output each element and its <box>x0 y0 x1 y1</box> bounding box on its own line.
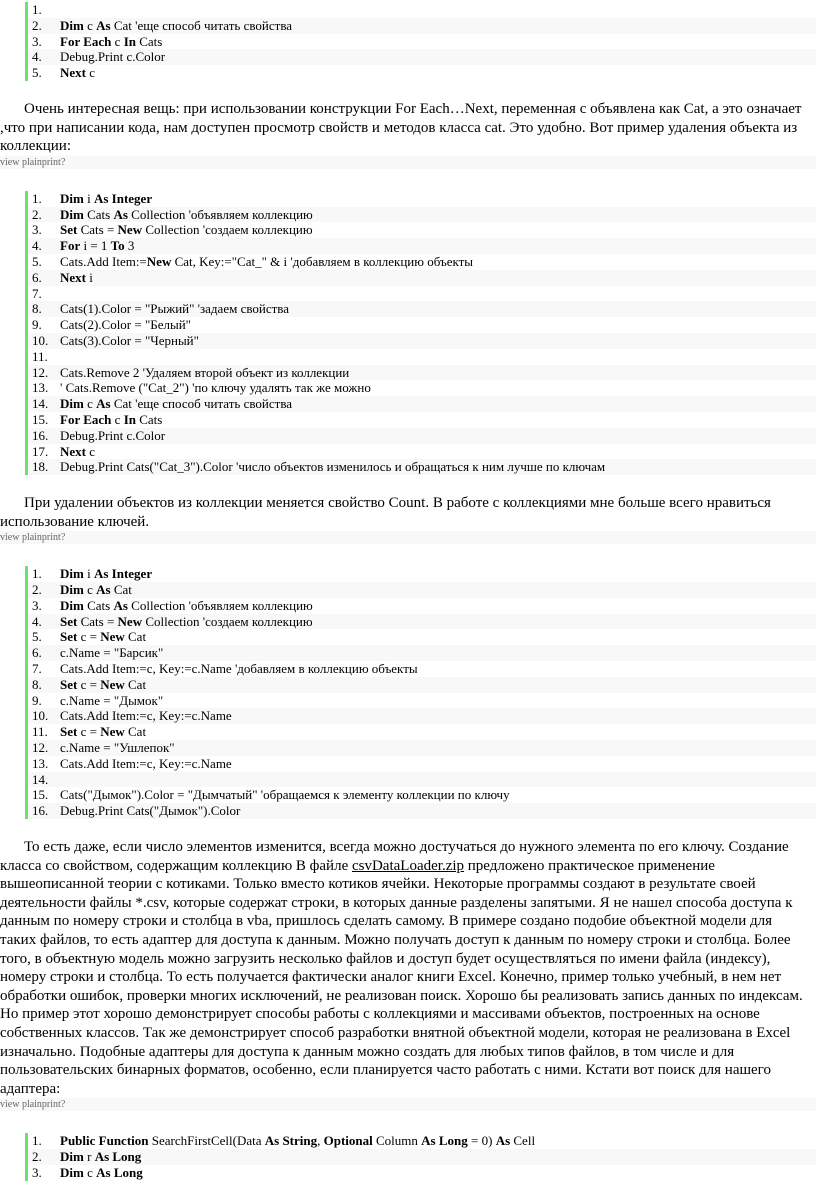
view-plainprint-link[interactable]: view plainprint? <box>0 531 816 544</box>
code-line <box>25 661 816 677</box>
line-number: 9. <box>32 317 42 333</box>
code-line <box>25 412 816 428</box>
code-line <box>25 2 816 18</box>
code-keyword: Optional <box>323 1133 373 1149</box>
code-keyword: For Each <box>60 33 112 49</box>
code-line <box>25 629 816 645</box>
code-keyword: As Long <box>96 1164 143 1180</box>
paragraph-3-text-a: То есть даже, если число элементов изменится, всегда можно достучаться до нужного элемента по его ключу. Создание класса со свойством, содержащим коллекцию В файле <box>0 839 789 874</box>
code-block-1 <box>0 0 816 81</box>
code-text <box>60 65 816 81</box>
code-line <box>25 756 816 772</box>
code-line <box>25 645 816 661</box>
code-fragment: Cats("Дымок").Color = "Дымчатый" 'обращаемся к элементу коллекции по ключу <box>60 787 510 803</box>
code-line <box>25 444 816 460</box>
code-fragment: Debug.Print Cats("Дымок").Color <box>60 803 241 819</box>
code-fragment: Cats <box>83 206 114 222</box>
code-line <box>25 34 816 50</box>
code-keyword: Dim <box>60 17 84 33</box>
code-keyword: As Integer <box>93 566 153 582</box>
code-text <box>60 614 816 630</box>
code-line <box>25 772 816 788</box>
code-fragment: c = <box>77 724 101 740</box>
code-line <box>25 238 816 254</box>
code-fragment: c.Name = "Дымок" <box>60 692 164 708</box>
line-number: 2. <box>32 582 42 598</box>
code-text <box>60 459 816 475</box>
line-number: 9. <box>32 692 42 708</box>
code-fragment: Column <box>372 1133 422 1149</box>
line-number: 1. <box>32 566 42 582</box>
code-fragment: Collection 'создаем коллекцию <box>142 222 313 238</box>
line-number: 11. <box>32 348 48 364</box>
code-fragment: , <box>317 1133 324 1149</box>
code-keyword: New <box>117 222 143 238</box>
code-fragment: Cat 'еще способ читать свойства <box>110 17 293 33</box>
paragraph-2: При удалении объектов из коллекции меняется свойство Count. В работе с коллекциями мне больше всего нравиться использование ключей. <box>0 495 771 530</box>
code-keyword: Next <box>60 269 86 285</box>
code-text <box>60 1165 816 1181</box>
code-keyword: As <box>96 396 111 412</box>
code-text <box>60 286 816 302</box>
line-number: 5. <box>32 253 42 269</box>
code-fragment: Cats.Add Item:=c, Key:=c.Name 'добавляем в коллекцию объекты <box>60 661 418 677</box>
code-line <box>25 803 816 819</box>
code-keyword: As String <box>264 1133 318 1149</box>
code-fragment: Cats <box>83 597 114 613</box>
code-fragment: c <box>111 33 124 49</box>
code-line <box>25 65 816 81</box>
line-number: 17. <box>32 443 49 459</box>
code-keyword: To <box>110 238 125 254</box>
code-text <box>60 598 816 614</box>
code-text <box>60 708 816 724</box>
code-fragment: Cat <box>124 724 147 740</box>
code-line <box>25 677 816 693</box>
code-fragment: Cats(1).Color = "Рыжий" 'задаем свойства <box>60 301 290 317</box>
code-text <box>60 34 816 50</box>
code-text <box>60 349 816 365</box>
line-number: 1. <box>32 2 42 17</box>
code-text <box>60 629 816 645</box>
line-number: 5. <box>32 629 42 645</box>
paragraph-1: Очень интересная вещь: при использовании конструкции For Each…Next, переменная c объявлена как Cat, а это означает ,что при написании кода, нам доступен просмотр свойств и методов класса cat. Это удобно. Вот пример удаления объекта из коллекции: <box>0 100 802 155</box>
code-keyword: As <box>495 1133 511 1149</box>
code-line <box>25 301 816 317</box>
code-line <box>25 724 816 740</box>
line-number: 6. <box>32 269 42 285</box>
view-plainprint-link[interactable]: view plainprint? <box>0 1098 816 1111</box>
code-line <box>25 191 816 207</box>
code-text <box>60 428 816 444</box>
code-line <box>25 18 816 34</box>
line-number: 12. <box>32 364 49 380</box>
code-line <box>25 598 816 614</box>
line-number: 6. <box>32 645 42 661</box>
code-fragment: Debug.Print c.Color <box>60 427 166 443</box>
code-fragment: i <box>86 269 93 285</box>
line-number: 2. <box>32 206 42 222</box>
code-keyword: Dim <box>60 597 84 613</box>
line-number: 4. <box>32 238 42 254</box>
code-fragment: SearchFirstCell(Data <box>148 1133 265 1149</box>
code-line <box>25 1165 816 1181</box>
code-block-4 <box>0 1133 816 1180</box>
code-text <box>60 333 816 349</box>
code-text <box>60 222 816 238</box>
code-keyword: Dim <box>60 1149 84 1165</box>
code-fragment: Cats = <box>77 613 118 629</box>
code-text <box>60 2 816 18</box>
line-number: 1. <box>32 190 42 206</box>
code-line <box>25 222 816 238</box>
code-keyword: As Long <box>94 1149 142 1165</box>
code-fragment: c <box>83 582 97 598</box>
code-fragment: Cats <box>135 411 163 427</box>
code-keyword: Dim <box>60 582 84 598</box>
code-text <box>60 772 816 788</box>
code-fragment: = 0) <box>467 1133 496 1149</box>
line-number: 2. <box>32 1149 42 1165</box>
line-number: 3. <box>32 33 42 49</box>
code-keyword: Set <box>60 676 78 692</box>
code-text <box>60 1149 816 1165</box>
code-keyword: New <box>100 629 125 645</box>
line-number: 2. <box>32 17 42 33</box>
code-keyword: Next <box>60 65 86 81</box>
code-fragment: Cats.Add Item:=c, Key:=c.Name <box>60 755 232 771</box>
line-number: 7. <box>32 661 42 677</box>
code-text <box>60 566 816 582</box>
code-keyword: Set <box>60 222 78 238</box>
code-text <box>60 301 816 317</box>
code-fragment: c = <box>77 676 101 692</box>
line-number: 15. <box>32 787 49 803</box>
code-line <box>25 787 816 803</box>
line-number: 10. <box>32 332 49 348</box>
code-block-2 <box>0 191 816 475</box>
code-text <box>60 444 816 460</box>
code-keyword: Set <box>60 613 78 629</box>
code-fragment: r <box>83 1149 95 1165</box>
line-number: 7. <box>32 285 42 301</box>
code-keyword: In <box>123 33 136 49</box>
code-text <box>60 317 816 333</box>
code-fragment: c <box>111 411 124 427</box>
code-text <box>60 645 816 661</box>
code-line <box>25 396 816 412</box>
code-keyword: New <box>146 253 172 269</box>
code-line <box>25 207 816 223</box>
paragraph-3-text-b: предложено практическое применение вышеописанной теории с котиками. Только вместо котиков ячейки. Некоторые программы создают в результате своей деятельности файлы *.csv, которые содержат строки, в которых данные разделены запятыми. Я не нашел способа доступа к данным по номеру строки и столбца в vba, пришлось сделать самому. В примере создано подобие объектной модели для таких файлов, то есть адаптер для доступа к данным. Можно получать доступ к данным по номеру строки и столбца. Более того, в объектную модель можно загрузить несколько файлов и доступ будет осуществляться по имени файла (индексу), номеру строки и столбца. То есть получается фактически аналог книги Excel. Конечно, пример только учебный, в нем нет обработки ошибок, проверки многих исключений, не реализован поиск. Хорошо бы реализовать запись данных по индексам. Но пример этот хорошо демонстрирует способы работы с коллекциями и массивами объектов, построенных на основе собственных классов. Так же демонстрирует способ разработки внятной объектной модели, которая не реализована в Excel изначально. Подобные адаптеры для доступа к данным можно создать для любых типов файлов, в том числе и для пользовательских бинарных форматов, особенно, если планируется часто работать с ними. Кстати вот поиск для нашего адаптера: <box>0 857 803 1097</box>
code-fragment: c.Name = "Ушлепок" <box>60 740 175 756</box>
line-number: 11. <box>32 724 48 740</box>
code-line <box>25 459 816 475</box>
code-text <box>60 396 816 412</box>
code-keyword: As <box>96 17 111 33</box>
line-number: 14. <box>32 771 49 787</box>
code-fragment: Cats.Remove 2 'Удаляем второй объект из коллекции <box>60 364 350 380</box>
code-keyword: New <box>100 676 125 692</box>
code-fragment: Cats.Add Item:= <box>60 253 147 269</box>
line-number: 3. <box>32 597 42 613</box>
code-text <box>60 661 816 677</box>
line-number: 4. <box>32 49 42 65</box>
code-fragment: c <box>86 65 96 81</box>
line-number: 16. <box>32 427 49 443</box>
line-number: 5. <box>32 65 42 81</box>
code-keyword: In <box>123 411 136 427</box>
code-line <box>25 708 816 724</box>
code-fragment: c <box>83 1164 97 1180</box>
code-keyword: Dim <box>60 566 84 582</box>
code-keyword: For <box>60 238 81 254</box>
code-keyword: As <box>113 206 128 222</box>
line-number: 12. <box>32 740 49 756</box>
code-text <box>60 677 816 693</box>
code-fragment: c <box>83 17 97 33</box>
code-fragment: Cats(3).Color = "Черный" <box>60 332 199 348</box>
code-fragment: c <box>83 396 97 412</box>
code-keyword: Dim <box>60 1164 84 1180</box>
code-keyword: For Each <box>60 411 112 427</box>
code-keyword: As <box>96 582 111 598</box>
line-number: 13. <box>32 380 49 396</box>
view-plainprint-link[interactable]: view plainprint? <box>0 156 816 169</box>
line-number: 3. <box>32 1164 42 1180</box>
code-fragment: Cat <box>110 582 132 598</box>
code-text <box>60 270 816 286</box>
code-text <box>60 724 816 740</box>
code-fragment: Collection 'создаем коллекцию <box>142 613 313 629</box>
line-number: 8. <box>32 676 42 692</box>
code-keyword: Public Function <box>60 1133 149 1149</box>
code-fragment: c.Name = "Барсик" <box>60 645 164 661</box>
code-text <box>60 756 816 772</box>
code-text <box>60 238 816 254</box>
code-fragment: c <box>86 443 96 459</box>
code-text <box>60 18 816 34</box>
code-text <box>60 207 816 223</box>
code-line <box>25 333 816 349</box>
code-text <box>60 1133 816 1149</box>
code-keyword: Dim <box>60 190 84 206</box>
code-fragment: ' Cats.Remove ("Cat_2") 'по ключу удалять так же можно <box>60 380 371 396</box>
line-number: 10. <box>32 708 49 724</box>
code-line <box>25 317 816 333</box>
code-keyword: New <box>117 613 143 629</box>
code-text <box>60 191 816 207</box>
code-text <box>60 254 816 270</box>
code-text <box>60 365 816 381</box>
paragraph-3 <box>0 838 816 1098</box>
code-fragment: i = 1 <box>80 238 111 254</box>
code-fragment: Cat <box>124 676 147 692</box>
code-line <box>25 614 816 630</box>
code-line <box>25 1133 816 1149</box>
code-text <box>60 740 816 756</box>
line-number: 14. <box>32 396 49 412</box>
code-keyword: Next <box>60 443 86 459</box>
code-fragment: Cats.Add Item:=c, Key:=c.Name <box>60 708 232 724</box>
line-number: 3. <box>32 222 42 238</box>
code-line <box>25 349 816 365</box>
code-keyword: Dim <box>60 396 84 412</box>
code-keyword: As <box>113 597 128 613</box>
code-fragment: i <box>83 566 94 582</box>
code-line <box>25 566 816 582</box>
line-number: 18. <box>32 459 49 475</box>
line-number: 16. <box>32 803 49 819</box>
code-fragment: Collection 'объявляем коллекцию <box>127 597 313 613</box>
code-fragment: Debug.Print Cats("Cat_3").Color 'число объектов изменилось и обращаться к ним лучше по ключам <box>60 459 606 475</box>
code-text <box>60 582 816 598</box>
csv-data-loader-link[interactable]: csvDataLoader.zip <box>351 857 465 874</box>
code-line <box>25 49 816 65</box>
code-text <box>60 803 816 819</box>
line-number: 15. <box>32 411 49 427</box>
code-text <box>60 49 816 65</box>
code-fragment: Debug.Print c.Color <box>60 49 166 65</box>
code-fragment: c = <box>77 629 101 645</box>
code-keyword: As Integer <box>93 190 153 206</box>
code-line <box>25 365 816 381</box>
code-line <box>25 428 816 444</box>
code-keyword: New <box>100 724 125 740</box>
line-number: 8. <box>32 301 42 317</box>
code-fragment: Cat, Key:="Cat_" & i 'добавляем в коллекцию объекты <box>171 253 474 269</box>
code-line <box>25 1149 816 1165</box>
code-line <box>25 380 816 396</box>
code-fragment: Cats = <box>77 222 118 238</box>
code-line <box>25 693 816 709</box>
line-number: 4. <box>32 613 42 629</box>
code-keyword: As Long <box>421 1133 468 1149</box>
code-fragment: Cats(2).Color = "Белый" <box>60 317 191 333</box>
code-text <box>60 412 816 428</box>
code-keyword: Set <box>60 629 78 645</box>
code-text <box>60 787 816 803</box>
code-line <box>25 740 816 756</box>
code-keyword: Set <box>60 724 78 740</box>
code-block-3 <box>0 566 816 819</box>
code-line <box>25 254 816 270</box>
code-fragment: Cell <box>510 1133 536 1149</box>
code-fragment: Cat <box>124 629 147 645</box>
code-text <box>60 693 816 709</box>
code-fragment: Cats <box>135 33 163 49</box>
code-line <box>25 582 816 598</box>
code-fragment: Collection 'объявляем коллекцию <box>127 206 313 222</box>
code-line <box>25 270 816 286</box>
line-number: 13. <box>32 755 49 771</box>
code-line <box>25 286 816 302</box>
code-keyword: Dim <box>60 206 84 222</box>
code-fragment: 3 <box>124 238 135 254</box>
code-text <box>60 380 816 396</box>
code-fragment: i <box>83 190 94 206</box>
line-number: 1. <box>32 1133 42 1149</box>
code-fragment: Cat 'еще способ читать свойства <box>110 396 293 412</box>
